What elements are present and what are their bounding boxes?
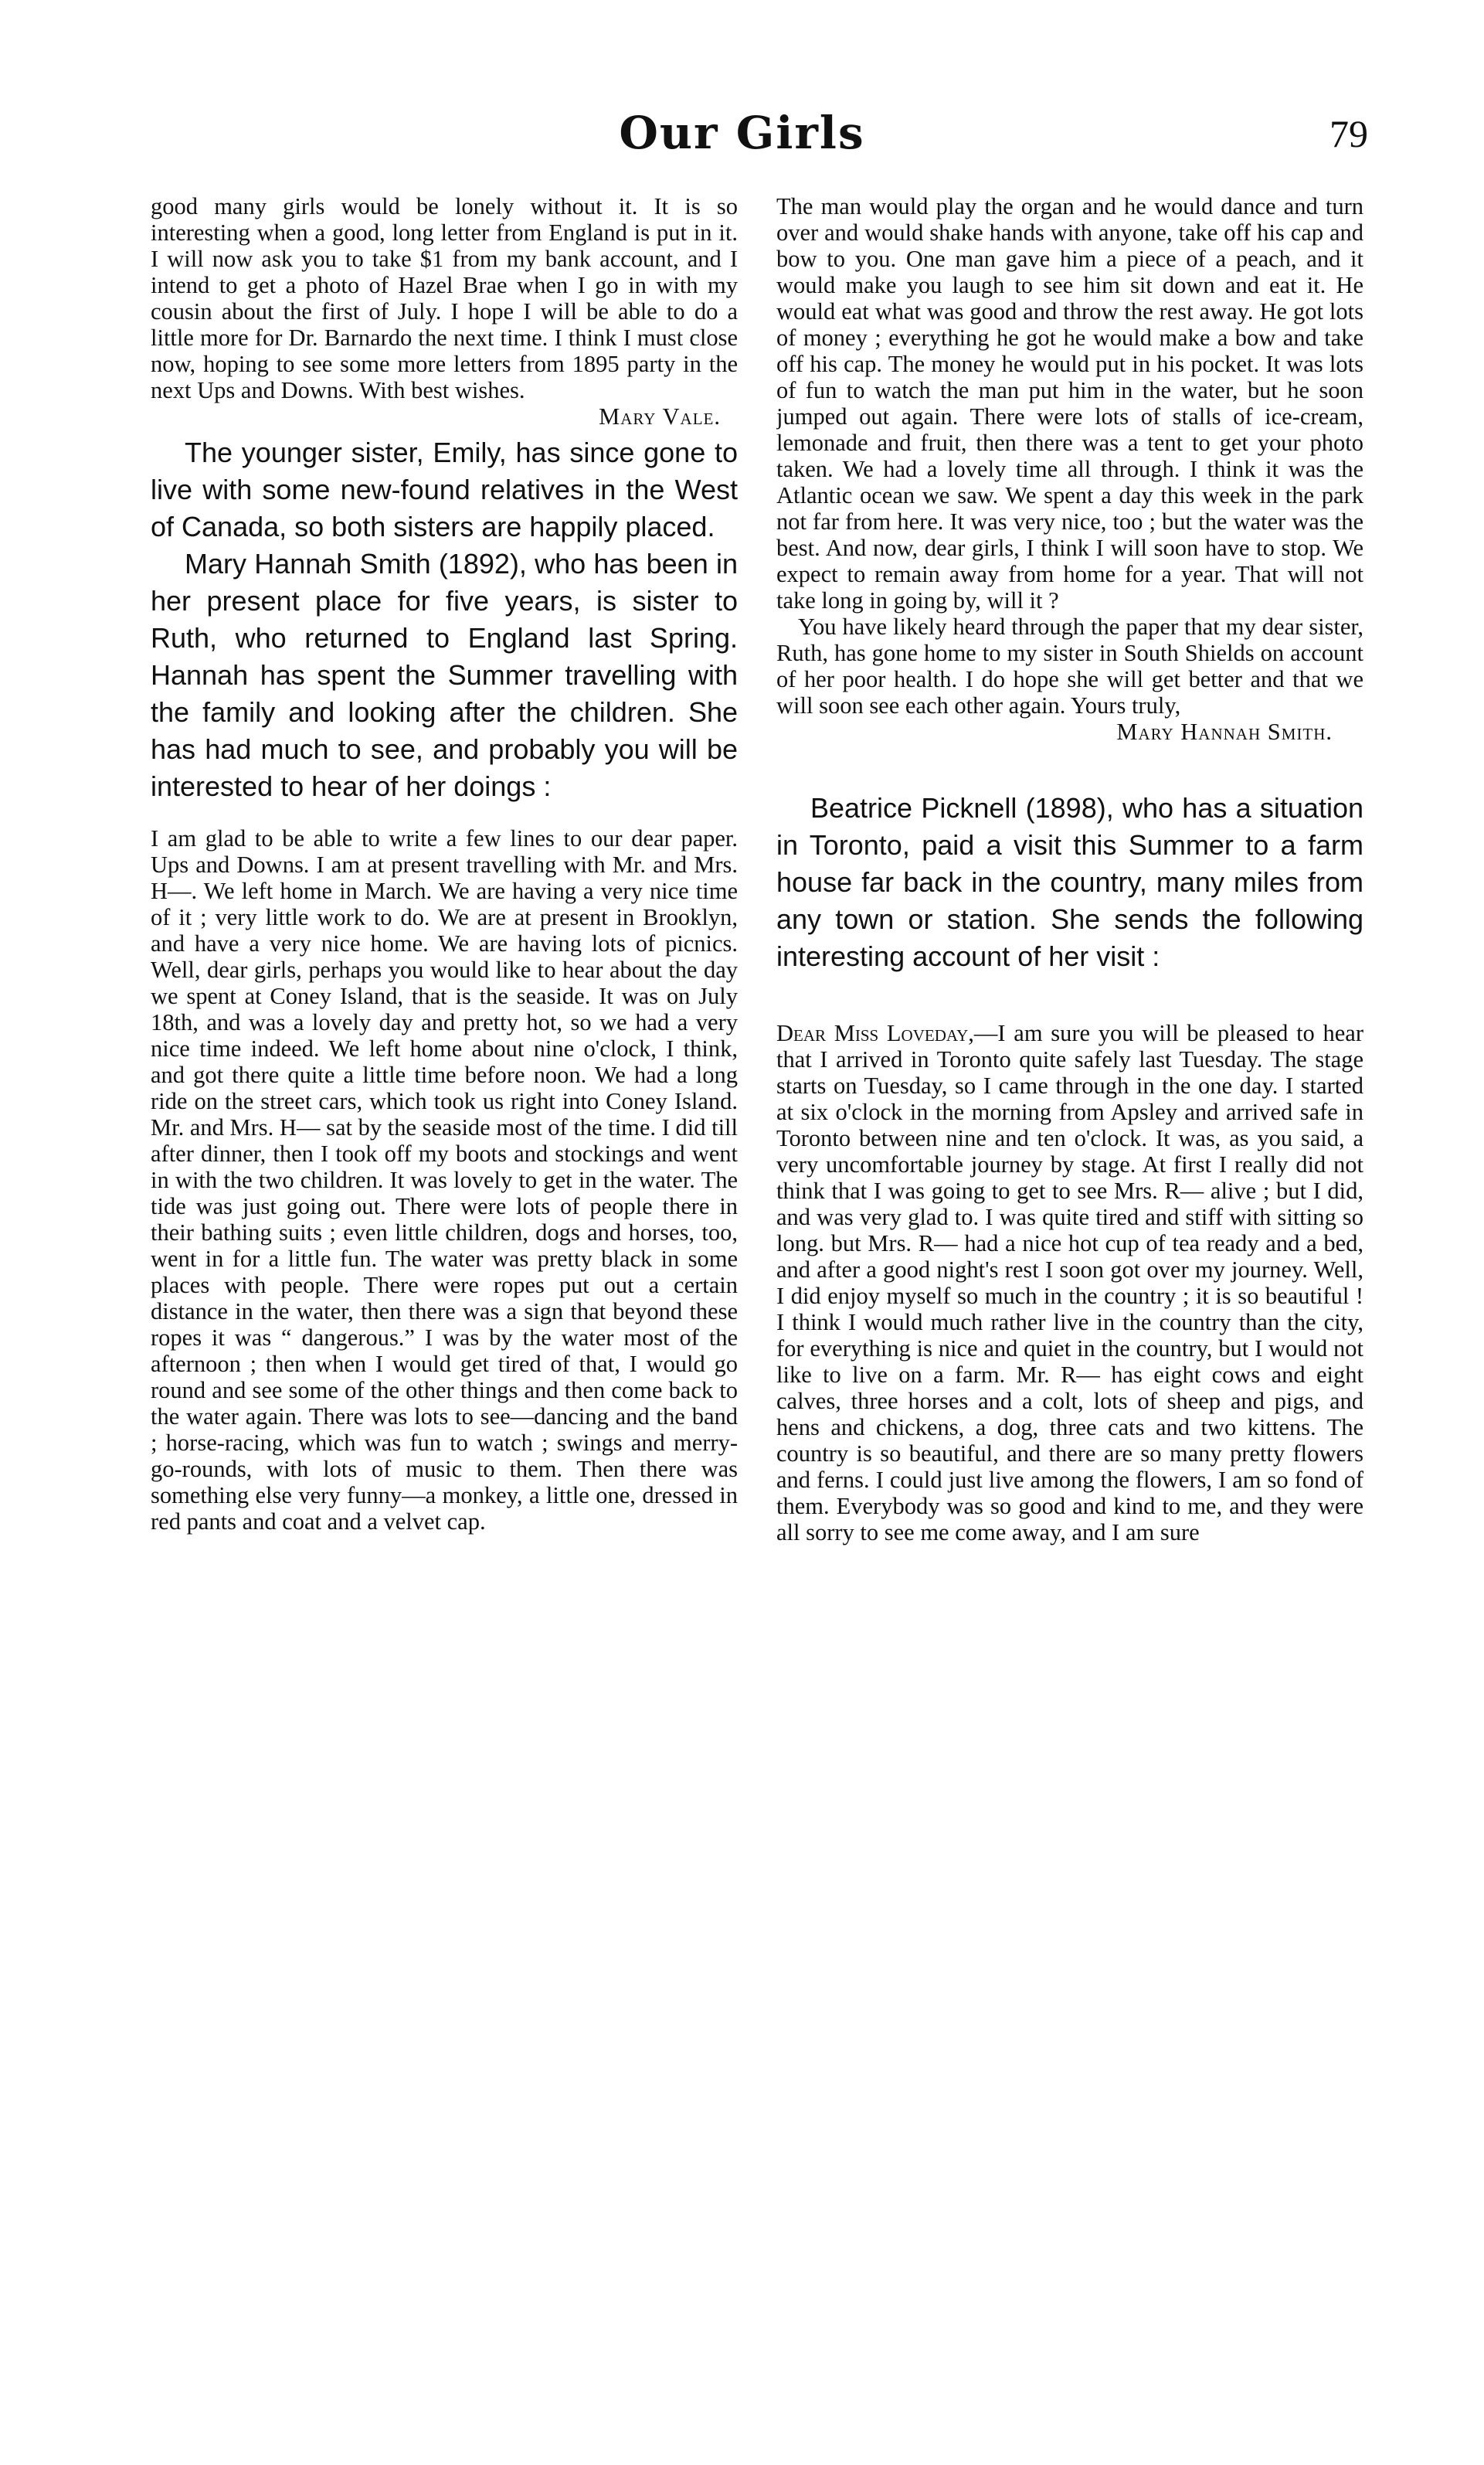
signature-mary-hannah-smith: Mary Hannah Smith. — [1116, 719, 1333, 745]
letter-mary-vale — [151, 193, 738, 430]
letter-body: I am glad to be able to write a few lines to our dear paper. Ups and Downs. I am at present travelling with Mr. and Mrs. H—. We left home in March. We are having a very nice time of it ; very little work to do. We are at present in Brooklyn, and have a very nice home. We are having lots of picnics. Well, dear girls, perhaps you would like to hear about the day we spent at Coney Island, that is the seaside. It was on July 18th, and was a lovely day and pretty hot, so we had a very nice time indeed. We left home about nine o'clock, I think, and got there quite a little time before noon. We had a long ride on the street cars, which took us right into Coney Island. Mr. and Mrs. H— sat by the seaside most of the time. I did till after dinner, then I took off my boots and stockings and went in with the two children. It was lovely to get in the water. The tide was just going out. There were lots of people there in their bathing suits ; even little children, dogs and horses, too, went in for a little fun. The water was pretty black in some places with people. There were ropes put out a certain distance in the water, then there was a sign that beyond these ropes it was “ dangerous.” I was by the water most of the afternoon ; then when I would get tired of that, I would go round and see some of the other things and then come back to the water again. There was lots to see—dancing and the band ; horse-racing, which was fun to watch ; swings and merry-go-rounds, with lots of music to them. Then there was something else very funny—a monkey, a little one, dressed in red pants and coat and a velvet cap. — [151, 825, 738, 1535]
letter-mary-hannah-smith — [151, 825, 738, 1535]
spacer — [776, 975, 1363, 1020]
letter-body — [776, 1020, 1363, 1545]
narrative-beatrice — [776, 790, 1363, 975]
page-number: 79 — [1329, 112, 1368, 155]
letter-text: good many girls would be lonely without it. It is so interesting when a good, long letter from England is put in it. I will now ask you to take $1 from my bank account, and I intend to get a photo of Hazel Brae when I go in with my cousin about the first of July. I hope I will be able to do a little more for Dr. Barnardo the next time. I think I must close now, hoping to see some more letters from 1895 party in the next Ups and Downs. With best wishes. — [151, 193, 738, 403]
letter-body: You have likely heard through the paper that my dear sister, Ruth, has gone home to my sister in South Shields on account of her poor health. I do hope she will get better and that we will soon see each other again. Yours truly, — [776, 614, 1363, 719]
spacer — [776, 745, 1363, 790]
page-header — [0, 107, 1484, 176]
narrative-paragraph: Beatrice Picknell (1898), who has a situation in Toronto, paid a visit this Summer to a farm house far back in the country, many miles from any town or station. She sends the following interesting account of her visit : — [776, 792, 1363, 972]
right-column — [776, 193, 1363, 2419]
letter-body: The man would play the organ and he would dance and turn over and would shake hands with anyone, take off his cap and bow to you. One man gave him a piece of a peach, and it would make you laugh to see him sit down and eat it. He would eat what was good and throw the rest away. He got lots of money ; everything he got he would make a bow and take off his cap. The money he would put in his pocket. It was lots of fun to watch the man put him in the water, but he soon jumped out again. There were lots of stalls of ice-cream, lemonade and fruit, then there was a tent to get your photo taken. We had a lovely time all through. I think it was the Atlantic ocean we saw. We spent a day this week in the park not far from here. It was very nice, too ; but the water was the best. And now, dear girls, I think I will soon have to stop. We expect to remain away from home for a year. That will not take long in going by, will it ? — [776, 193, 1363, 614]
narrative-paragraph: The younger sister, Emily, has since gone to live with some new-found relatives in the West of Canada, so both sisters are happily placed. — [151, 437, 738, 542]
spacer — [151, 805, 738, 825]
salutation: Dear Miss Loveday, — [776, 1020, 974, 1046]
letter-body — [151, 193, 738, 430]
signature-mary-vale: Mary Vale. — [599, 403, 721, 430]
letter-beatrice-picknell — [776, 1020, 1363, 1545]
running-title: Our Girls — [619, 107, 865, 159]
narrative-emily — [151, 434, 738, 805]
narrative-paragraph: Mary Hannah Smith (1892), who has been in her present place for five years, is sister to Ruth, who returned to England last Spring. Hannah has spent the Summer travelling with the family and looking after the children. She has had much to see, and probably you will be interested to hear of her doings : — [151, 548, 738, 802]
letter-text: —I am sure you will be pleased to hear that I arrived in Toronto quite safely last Tuesday. The stage starts on Tuesday, so I came through in the one day. I started at six o'clock in the morning from Apsley and arrived safe in Toronto between nine and ten o'clock. It was, as you said, a very uncomfortable journey by stage. At first I really did not think that I was going to get to see Mrs. R— alive ; but I did, and was very glad to. I was quite tired and stiff with sitting so long. but Mrs. R— had a nice hot cup of tea ready and a bed, and after a good night's rest I soon got over my journey. Well, I did enjoy myself so much in the country ; it is so beautiful ! I think I would much rather live in the country than the city, for everything is nice and quiet in the country, but I would not like to live on a farm. Mr. R— has eight cows and eight calves, three horses and a colt, lots of sheep and pigs, and hens and chickens, a dog, three cats and two kittens. The country is so beautiful, and there are so many pretty flowers and ferns. I could just live among the flowers, I am so fond of them. Everybody was so good and kind to me, and they were all sorry to see me come away, and I am sure — [776, 1020, 1363, 1545]
letter-mary-hannah-smith-continued — [776, 193, 1363, 745]
left-column — [151, 193, 738, 2419]
